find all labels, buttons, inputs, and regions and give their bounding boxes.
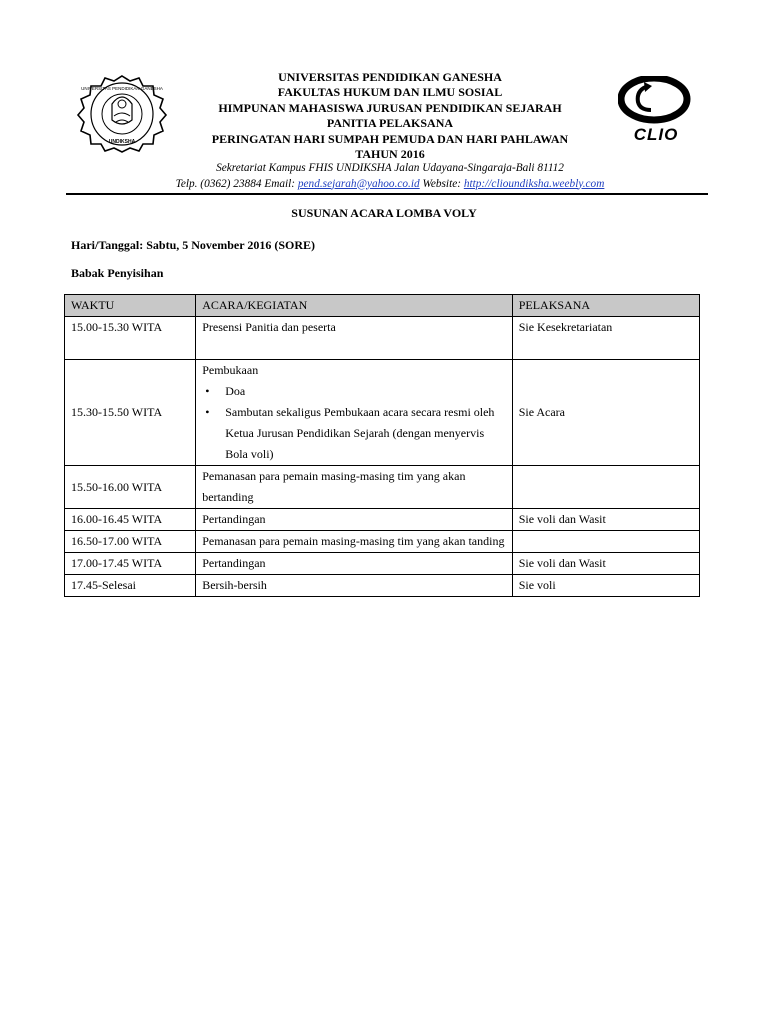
cell-pelaksana <box>512 531 699 553</box>
cell-acara: Presensi Panitia dan peserta <box>196 317 512 360</box>
letterhead-divider <box>66 193 708 195</box>
date-line: Hari/Tanggal: Sabtu, 5 November 2016 (SORE) <box>71 238 316 252</box>
bullet-item: • Doa <box>225 381 505 402</box>
section-heading: Babak Penyisihan <box>71 266 164 280</box>
letterhead-heading <box>150 70 630 162</box>
cell-pelaksana: Sie voli dan Wasit <box>512 553 699 575</box>
letterhead-line: HIMPUNAN MAHASISWA JURUSAN PENDIDIKAN SEJARAH <box>218 100 562 115</box>
email-link[interactable]: pend.sejarah@yahoo.co.id <box>297 177 420 190</box>
bullet-list <box>202 381 505 465</box>
cell-acara <box>196 360 512 466</box>
cell-acara-heading: Pembukaan <box>202 363 259 377</box>
cell-acara: Bersih-bersih <box>196 575 512 597</box>
document-title: SUSUNAN ACARA LOMBA VOLY <box>291 206 477 220</box>
website-link[interactable]: http://clioundiksha.weebly.com <box>463 177 605 190</box>
cell-waktu: 15.00-15.30 WITA <box>65 317 196 360</box>
table-row <box>65 575 700 597</box>
table-row <box>65 466 700 509</box>
cell-pelaksana: Sie Acara <box>512 360 699 466</box>
cell-pelaksana: Sie Kesekretariatan <box>512 317 699 360</box>
address-line: Sekretariat Kampus FHIS UNDIKSHA Jalan Udayana-Singaraja-Bali 81112 <box>216 162 564 174</box>
cell-waktu: 17.45-Selesai <box>65 575 196 597</box>
cell-acara: Pertandingan <box>196 509 512 531</box>
cell-acara: Pertandingan <box>196 553 512 575</box>
letterhead-address <box>80 161 700 192</box>
table-row <box>65 360 700 466</box>
letterhead-line: PERINGATAN HARI SUMPAH PEMUDA DAN HARI PAHLAWAN <box>211 131 569 146</box>
cell-pelaksana <box>512 466 699 509</box>
cell-waktu: 16.00-16.45 WITA <box>65 509 196 531</box>
seal-top-text: UNIVERSITAS PENDIDIKAN GANESHA <box>81 86 163 91</box>
cell-acara: Pemanasan para pemain masing-masing tim yang akan bertanding <box>196 466 512 509</box>
clio-logo-text: CLIO <box>633 125 679 144</box>
bullet-item: • Sambutan sekaligus Pembukaan acara secara resmi oleh Ketua Jurusan Pendidikan Sejarah (dengan menyervis Bola voli) <box>225 402 505 465</box>
contact-line <box>80 177 700 193</box>
schedule-table <box>64 294 700 597</box>
table-row <box>65 317 700 360</box>
table-row <box>65 553 700 575</box>
seal-bottom-text: UNDIKSHA <box>108 139 136 145</box>
letterhead-line: TAHUN 2016 <box>355 147 425 162</box>
letterhead-line: FAKULTAS HUKUM DAN ILMU SOSIAL <box>277 85 503 100</box>
cell-waktu: 17.00-17.45 WITA <box>65 553 196 575</box>
cell-waktu: 16.50-17.00 WITA <box>65 531 196 553</box>
letterhead-line: PANITIA PELAKSANA <box>326 116 454 131</box>
header-waktu: WAKTU <box>65 295 196 317</box>
clio-logo <box>618 76 694 146</box>
contact-prefix: Telp. (0362) 23884 Email: <box>175 177 298 190</box>
header-pelaksana: PELAKSANA <box>512 295 699 317</box>
letterhead-line: UNIVERSITAS PENDIDIKAN GANESHA <box>278 70 502 84</box>
table-row <box>65 531 700 553</box>
cell-waktu: 15.30-15.50 WITA <box>65 360 196 466</box>
website-prefix: Website: <box>419 177 464 190</box>
table-row <box>65 509 700 531</box>
table-header-row <box>65 295 700 317</box>
cell-waktu: 15.50-16.00 WITA <box>65 466 196 509</box>
cell-acara: Pemanasan para pemain masing-masing tim yang akan tanding <box>196 531 512 553</box>
cell-pelaksana: Sie voli dan Wasit <box>512 509 699 531</box>
cell-pelaksana: Sie voli <box>512 575 699 597</box>
header-acara: ACARA/KEGIATAN <box>196 295 512 317</box>
